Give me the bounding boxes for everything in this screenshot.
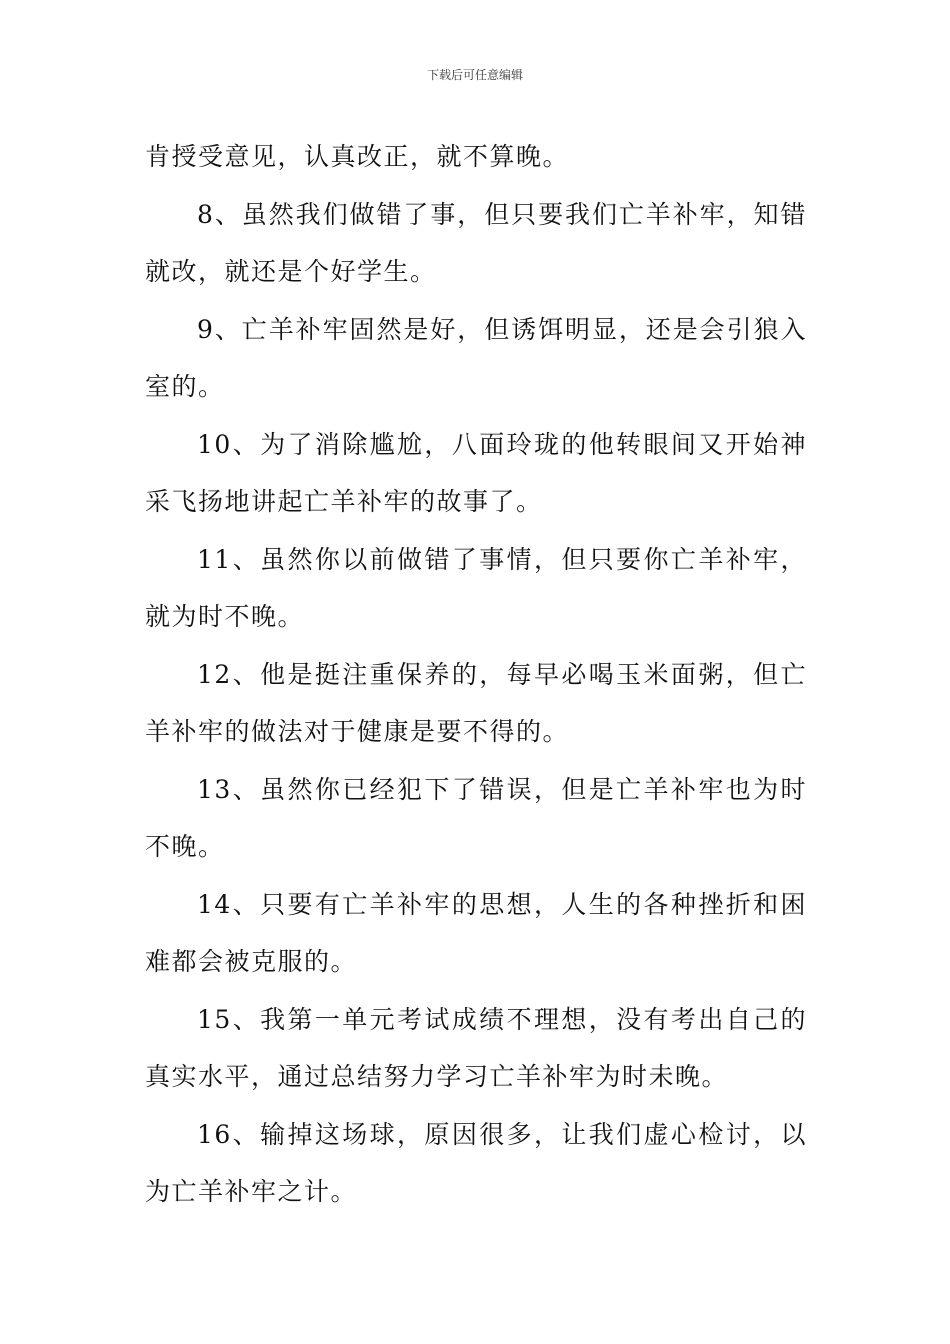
paragraph-item-11: 11、虽然你以前做错了事情，但只要你亡羊补牢，就为时不晚。	[145, 544, 807, 631]
document-body	[145, 128, 807, 1221]
paragraph-item-13: 13、虽然你已经犯下了错误，但是亡羊补牢也为时不晚。	[145, 774, 807, 861]
paragraph-item-12: 12、他是挺注重保养的，每早必喝玉米面粥，但亡羊补牢的做法对于健康是要不得的。	[145, 659, 807, 746]
page-header: 下载后可任意编辑	[426, 68, 523, 82]
paragraph-item-8: 8、虽然我们做错了事，但只要我们亡羊补牢，知错就改，就还是个好学生。	[145, 199, 807, 286]
paragraph-item-14: 14、只要有亡羊补牢的思想，人生的各种挫折和困难都会被克服的。	[145, 889, 807, 976]
paragraph-item-16: 16、输掉这场球，原因很多，让我们虚心检讨，以为亡羊补牢之计。	[145, 1119, 807, 1206]
paragraph-item-9: 9、亡羊补牢固然是好，但诱饵明显，还是会引狼入室的。	[145, 314, 807, 401]
paragraph-continuation: 肯授受意见，认真改正，就不算晚。	[145, 142, 570, 171]
paragraph-item-15: 15、我第一单元考试成绩不理想，没有考出自己的真实水平，通过总结努力学习亡羊补牢为时未晚。	[145, 1004, 807, 1091]
paragraph-item-10: 10、为了消除尴尬，八面玲珑的他转眼间又开始神采飞扬地讲起亡羊补牢的故事了。	[145, 429, 807, 516]
